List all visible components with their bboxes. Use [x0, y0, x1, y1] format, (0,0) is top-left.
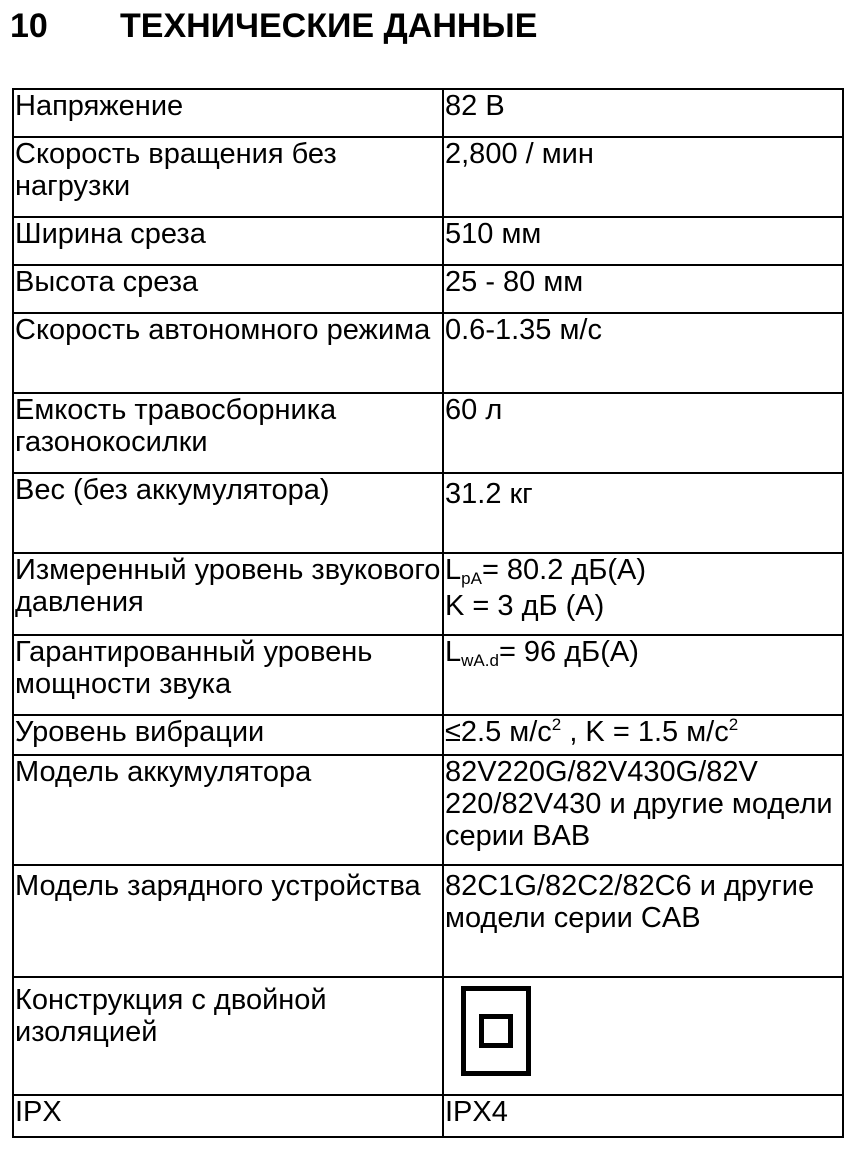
grass-bag-capacity-value: 60 л: [443, 393, 843, 473]
ipx-value: IPX4: [443, 1095, 843, 1137]
section-title: ТЕХНИЧЕСКИЕ ДАННЫЕ: [120, 7, 538, 45]
table-row-voltage: [13, 89, 843, 137]
no-load-speed-label: Скорость вращения без нагрузки: [13, 137, 443, 217]
double-insulation-value: [443, 977, 843, 1095]
charger-model-value-text: 82C1G/82C2/82C6 и другие модели серии CAB: [445, 870, 815, 934]
double-insulation-inner-square: [479, 1014, 513, 1048]
table-row-cutting-width: [13, 217, 843, 265]
section-heading: [10, 6, 537, 46]
sound-power-subscript: wA.d: [461, 651, 499, 670]
double-insulation-label: [13, 977, 443, 1095]
sound-pressure-value: [443, 553, 843, 635]
weight-value: [443, 473, 843, 553]
table-row-double-insulation: [13, 977, 843, 1095]
cutting-width-value: 510 мм: [443, 217, 843, 265]
vibration-value-part2: , K = 1.5 м/с: [561, 716, 729, 748]
table-row-grass-bag-capacity: [13, 393, 843, 473]
table-row-vibration: [13, 715, 843, 755]
vibration-exp2: 2: [728, 715, 739, 734]
grass-bag-capacity-label: Емкость травосборника газонокосилки: [13, 393, 443, 473]
sound-power-label: Гарантированный уровень мощности звука: [13, 635, 443, 715]
table-row-weight: [13, 473, 843, 553]
sound-pressure-symbol: L: [445, 554, 462, 586]
specs-table: [12, 88, 844, 1138]
table-row-sound-power: [13, 635, 843, 715]
vibration-exp1: 2: [551, 715, 562, 734]
weight-label: Вес (без аккумулятора): [13, 473, 443, 553]
charger-model-value: [443, 865, 843, 977]
section-number: 10: [10, 7, 48, 45]
double-insulation-icon: [461, 986, 531, 1076]
sound-pressure-line: [445, 554, 842, 590]
table-row-sound-pressure: [13, 553, 843, 635]
vibration-label: Уровень вибрации: [13, 715, 443, 755]
sound-power-value: [443, 635, 843, 715]
sound-power-symbol: L: [445, 636, 462, 668]
sound-power-level: = 96 дБ(A): [498, 636, 639, 668]
vibration-value-part1: ≤2.5 м/с: [445, 716, 552, 748]
voltage-value: 82 В: [443, 89, 843, 137]
cutting-height-value: 25 - 80 мм: [443, 265, 843, 313]
table-row-self-propelled-speed: [13, 313, 843, 393]
charger-model-label-text: Модель зарядного устройства: [15, 870, 421, 902]
table-row-no-load-speed: [13, 137, 843, 217]
table-row-cutting-height: [13, 265, 843, 313]
charger-model-label: [13, 865, 443, 977]
battery-model-value: 82V220G/82V430G/82V 220/82V430 и другие модели серии BAB: [443, 755, 843, 865]
sound-pressure-uncertainty: K = 3 дБ (A): [445, 590, 605, 622]
battery-model-label: Модель аккумулятора: [13, 755, 443, 865]
table-row-charger-model: [13, 865, 843, 977]
self-propelled-speed-label: Скорость автономного режима: [13, 313, 443, 393]
table-row-ipx: [13, 1095, 843, 1137]
double-insulation-icon-wrap: [445, 978, 842, 1080]
table-row-battery-model: [13, 755, 843, 865]
sound-pressure-subscript: pA: [461, 569, 482, 588]
cutting-height-label: Высота среза: [13, 265, 443, 313]
voltage-label: Напряжение: [13, 89, 443, 137]
cutting-width-label: Ширина среза: [13, 217, 443, 265]
sound-pressure-label: Измеренный уровень звукового давления: [13, 553, 443, 635]
sound-pressure-level: = 80.2 дБ(A): [481, 554, 647, 586]
vibration-value: [443, 715, 843, 755]
ipx-label: IPX: [13, 1095, 443, 1137]
double-insulation-label-text: Конструкция с двойной изоляцией: [15, 984, 327, 1048]
self-propelled-speed-value: 0.6-1.35 м/с: [443, 313, 843, 393]
weight-value-text: 31.2 кг: [445, 478, 533, 510]
no-load-speed-value: 2,800 / мин: [443, 137, 843, 217]
